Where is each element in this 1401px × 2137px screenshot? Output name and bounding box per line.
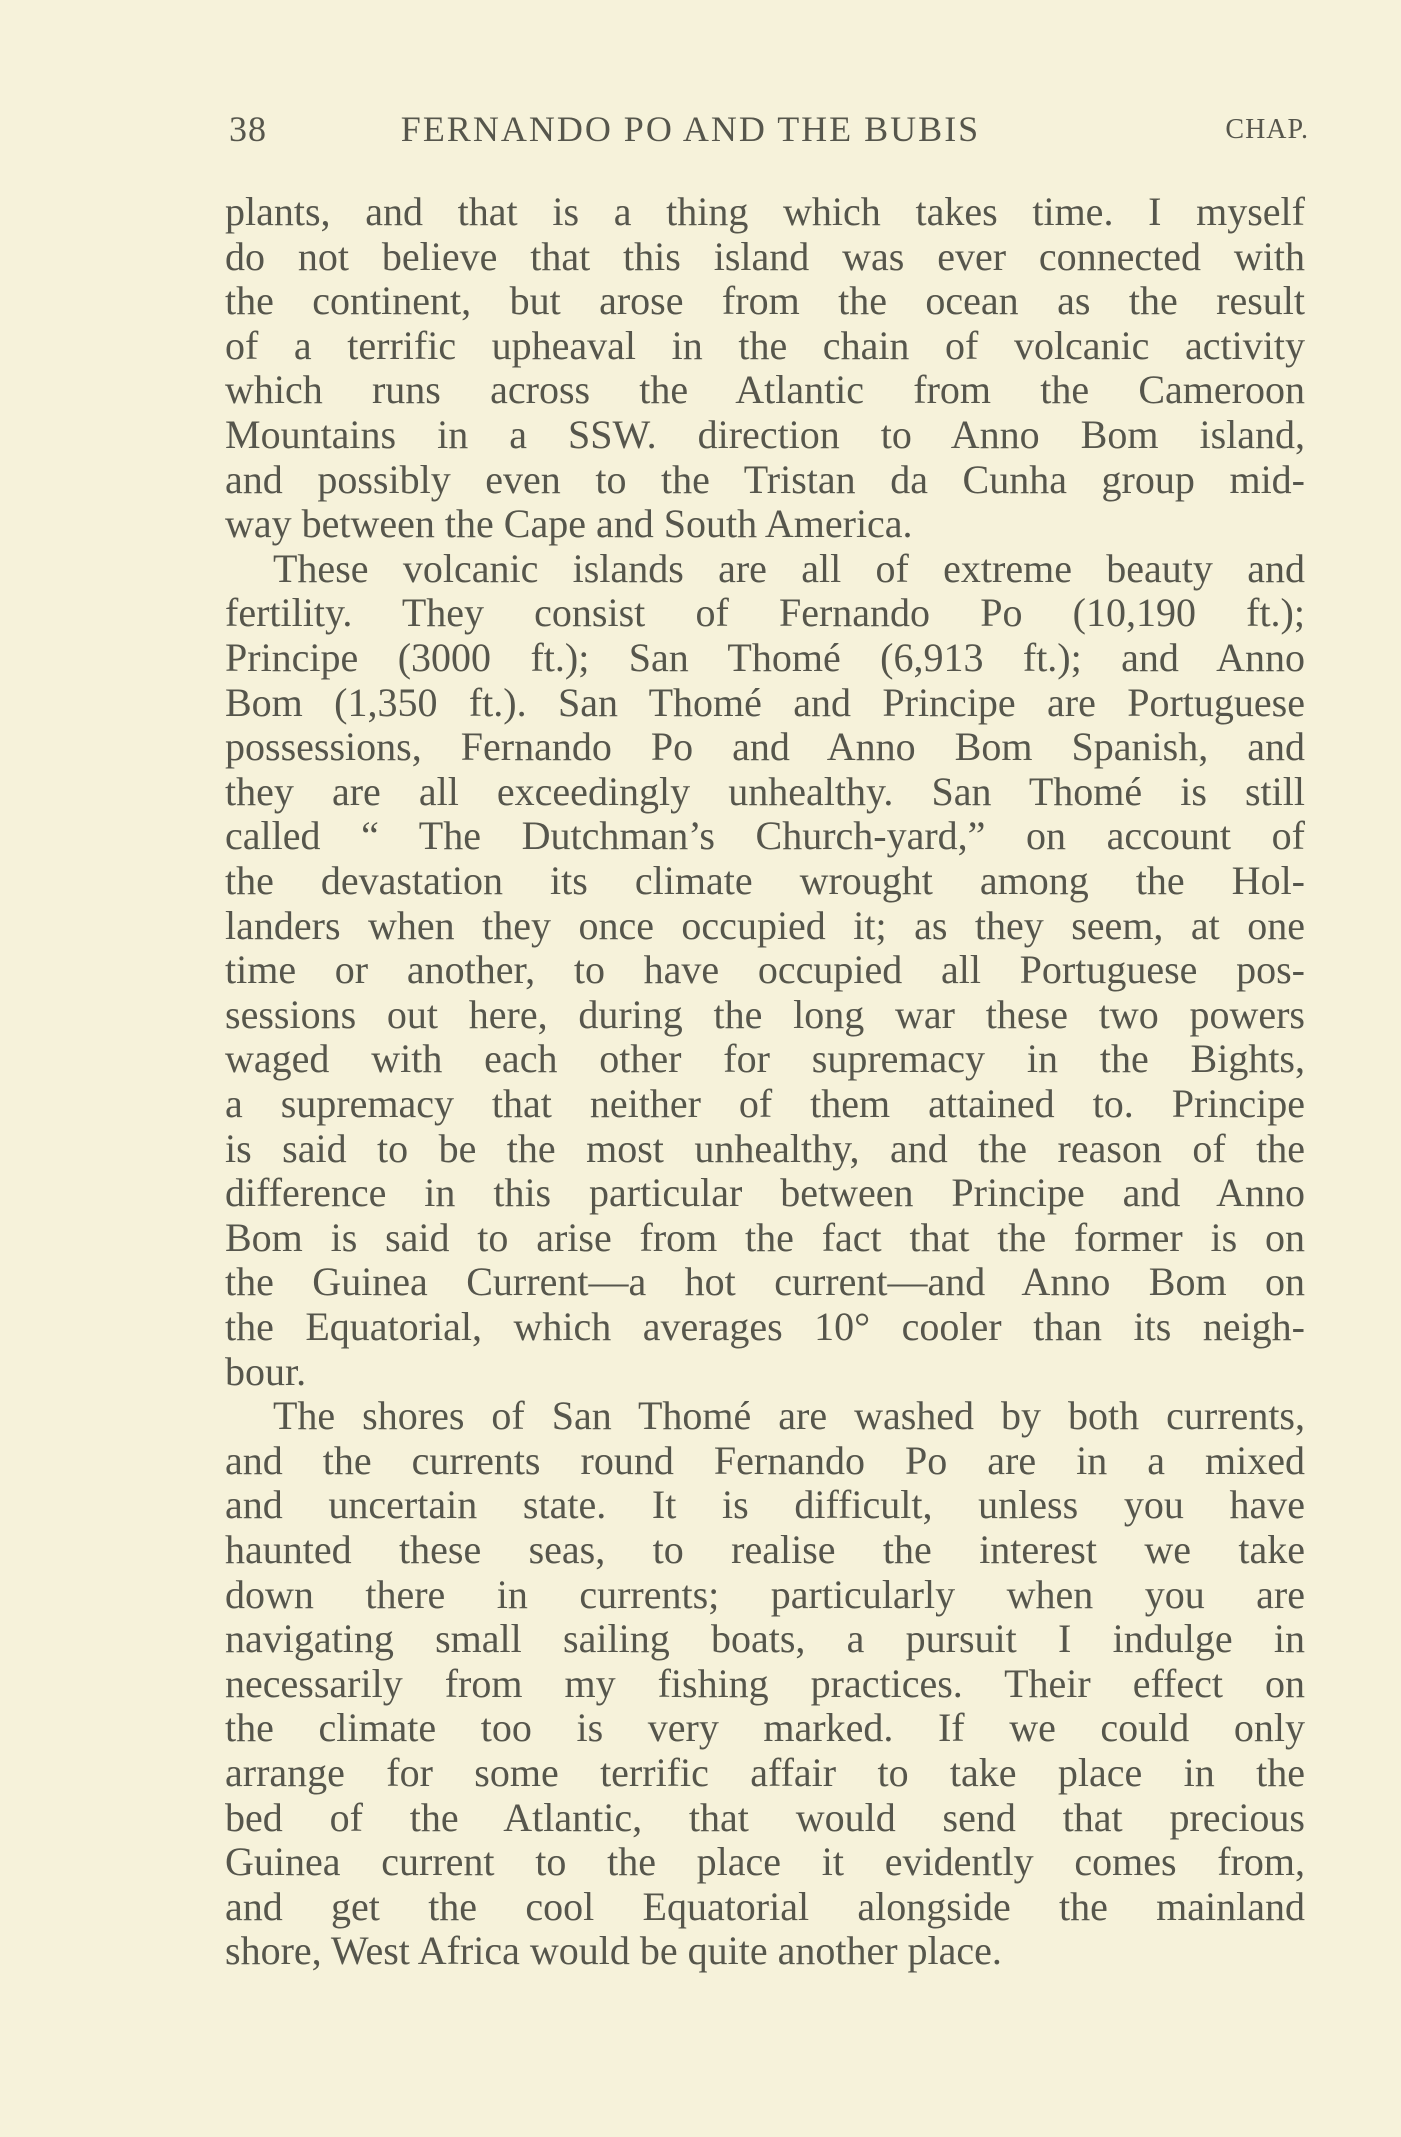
text-line: landers when they once occupied it; as they seem, at one [225,902,1305,948]
text-line: of a terrific upheaval in the chain of volcanic activity [225,322,1305,368]
text-line: haunted these seas, to realise the interest we take [225,1527,1305,1572]
text-line: is said to be the most unhealthy, and the reason of the [225,1125,1305,1171]
text-line: difference in this particular between Principe and Anno [225,1170,1305,1216]
text-line: and uncertain state. It is difficult, unless you have [225,1482,1305,1528]
text-line: Principe (3000 ft.); San Thomé (6,913 ft.); and Anno [225,635,1305,680]
text-line: the continent, but arose from the ocean as the result [225,278,1305,324]
chapter-mark: CHAP. [1225,114,1309,145]
text-line: plants, and that is a thing which takes time. I myself [225,189,1305,234]
text-line: Guinea current to the place it evidently comes from, [225,1839,1305,1885]
text-line: necessarily from my fishing practices. Their effect on [225,1660,1305,1706]
running-title: FERNANDO PO AND THE BUBIS [400,109,981,149]
text-line: a supremacy that neither of them attained to. Principe [225,1081,1305,1126]
text-line: down there in currents; particularly when you are [225,1571,1305,1617]
text-line: time or another, to have occupied all Portuguese pos- [225,947,1305,993]
text-line: These volcanic islands are all of extreme beauty and [273,545,1305,591]
text-line: The shores of San Thomé are washed by both currents, [273,1393,1305,1439]
text-line: the Guinea Current—a hot current—and Anno Bom on [225,1259,1305,1305]
text-line: shore, West Africa would be quite another place. [225,1928,1002,1974]
text-line: fertility. They consist of Fernando Po (10,190 ft.); [225,590,1305,636]
text-line: waged with each other for supremacy in the Bights, [225,1036,1305,1082]
text-line: possessions, Fernando Po and Anno Bom Spanish, and [225,724,1305,770]
text-line: and get the cool Equatorial alongside the mainland [225,1883,1305,1929]
text-line: bed of the Atlantic, that would send that precious [225,1794,1305,1840]
text-line: they are all exceedingly unhealthy. San Thomé is still [225,768,1305,814]
page-number: 38 [229,109,267,149]
text-line: Bom (1,350 ft.). San Thomé and Principe are Portuguese [225,679,1305,725]
text-line: called “ The Dutchman’s Church-yard,” on account of [225,813,1305,859]
text-line: Mountains in a SSW. direction to Anno Bom island, [225,412,1305,457]
text-line: navigating small sailing boats, a pursuit I indulge in [225,1616,1305,1662]
text-line: and possibly even to the Tristan da Cunha group mid- [225,456,1305,502]
text-line: the Equatorial, which averages 10° cooler than its neigh- [225,1304,1305,1349]
text-line: the devastation its climate wrought among the Hol- [225,858,1305,903]
text-line: which runs across the Atlantic from the Cameroon [225,367,1305,413]
text-line: Bom is said to arise from the fact that the former is on [225,1214,1305,1260]
text-line: sessions out here, during the long war these two powers [225,991,1305,1037]
text-line: the climate too is very marked. If we could only [225,1705,1305,1751]
text-line: bour. [225,1348,307,1394]
text-line: and the currents round Fernando Po are in a mixed [225,1437,1305,1483]
text-line: way between the Cape and South America. [225,501,913,547]
text-line: do not believe that this island was ever connected with [225,233,1305,279]
text-line: arrange for some terrific affair to take place in the [225,1750,1305,1795]
